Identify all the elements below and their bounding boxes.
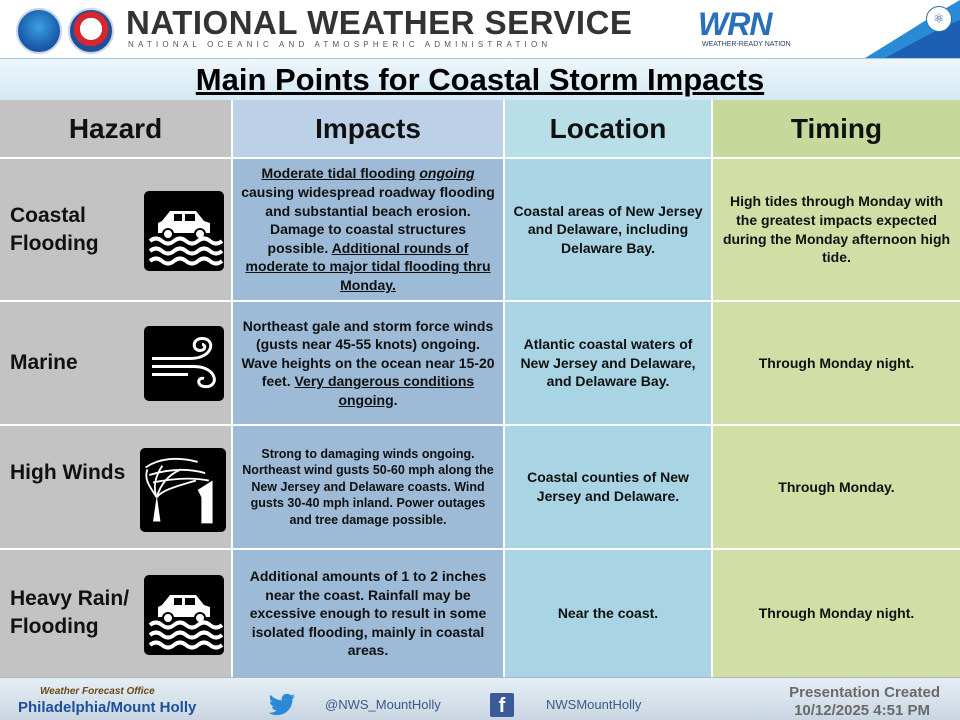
column-header-timing: Timing: [713, 100, 960, 157]
impacts-text: causing widespread roadway flooding and substantial beach erosion. Damage to coastal structures possible.: [241, 184, 495, 256]
impacts-table: [0, 100, 960, 677]
table-row-hazard: [0, 426, 231, 548]
office-label: Weather Forecast Office: [40, 686, 155, 697]
impacts-emphasis-text: ongoing: [419, 165, 475, 182]
coastal-flood-car-icon: [144, 191, 224, 271]
table-row-hazard: [0, 159, 231, 300]
facebook-icon[interactable]: f: [490, 693, 514, 717]
table-row-impacts: [233, 302, 503, 424]
presentation-date: 10/12/2025 4:51 PM: [794, 702, 930, 719]
table-row-hazard: [0, 550, 231, 677]
impacts-underlined-text: Additional rounds of moderate to major tidal flooding thru Monday.: [245, 239, 491, 293]
table-row-impacts: [233, 159, 503, 300]
hazard-name: High Winds: [10, 461, 126, 484]
wrn-logo-subtitle: WEATHER-READY NATION: [702, 41, 791, 48]
impacts-underlined-text: Moderate tidal flooding: [261, 165, 416, 182]
impacts-text: Northeast gale and storm force winds (gusts near 45-55 knots) ongoing. Wave heights on the ocean near 15-20 feet.: [241, 317, 495, 390]
table-row-timing: Through Monday night.: [713, 550, 960, 677]
column-header-hazard: Hazard: [0, 100, 231, 157]
flood-car-icon: [144, 575, 224, 655]
twitter-handle-link[interactable]: @NWS_MountHolly: [325, 697, 441, 712]
page-title: Main Points for Coastal Storm Impacts: [195, 62, 765, 97]
presentation-label: Presentation Created: [789, 684, 940, 701]
facebook-page-link[interactable]: NWSMountHolly: [546, 697, 642, 712]
impacts-underlined-text: Very dangerous conditions ongoing: [294, 373, 475, 408]
hazard-name: Coastal Flooding: [10, 204, 99, 255]
wind-tree-icon: [140, 448, 226, 532]
noaa-logo: [16, 8, 62, 54]
hazard-name: Marine: [10, 351, 78, 374]
doc-seal-icon: ⚛: [926, 6, 952, 32]
footer: [0, 677, 960, 720]
office-name: Philadelphia/Mount Holly: [18, 699, 197, 716]
impacts-text-end: .: [393, 391, 398, 408]
header: [0, 0, 960, 58]
table-row-location: Near the coast.: [505, 550, 711, 677]
wrn-logo-text: WRN: [698, 6, 772, 42]
wind-swirl-icon: [144, 326, 224, 401]
nws-logo: [68, 8, 114, 54]
hazard-name: Heavy Rain/ Flooding: [10, 587, 130, 638]
table-row-impacts: Strong to damaging winds ongoing. Northeast wind gusts 50-60 mph along the New Jersey and Delaware coasts. Wind gusts 30-40 mph inland. Power outages and tree damage possible.: [233, 426, 503, 548]
column-header-impacts: Impacts: [233, 100, 503, 157]
table-row-timing: Through Monday.: [713, 426, 960, 548]
wrn-logo: [698, 6, 808, 52]
table-row-timing: Through Monday night.: [713, 302, 960, 424]
table-row-location: Coastal areas of New Jersey and Delaware, including Delaware Bay.: [505, 159, 711, 300]
table-row-timing: High tides through Monday with the greatest impacts expected during the Monday afternoon high tide.: [713, 159, 960, 300]
table-row-hazard: [0, 302, 231, 424]
column-header-location: Location: [505, 100, 711, 157]
table-row-impacts: Additional amounts of 1 to 2 inches near the coast. Rainfall may be excessive enough to result in some isolated flooding, mainly in coastal areas.: [233, 550, 503, 677]
table-row-location: Coastal counties of New Jersey and Delaware.: [505, 426, 711, 548]
agency-title: NATIONAL WEATHER SERVICE: [126, 4, 633, 41]
twitter-icon[interactable]: [268, 693, 296, 717]
title-band: [0, 58, 960, 100]
agency-subtitle: NATIONAL OCEANIC AND ATMOSPHERIC ADMINISTRATION: [128, 40, 552, 49]
table-row-location: Atlantic coastal waters of New Jersey and Delaware, and Delaware Bay.: [505, 302, 711, 424]
